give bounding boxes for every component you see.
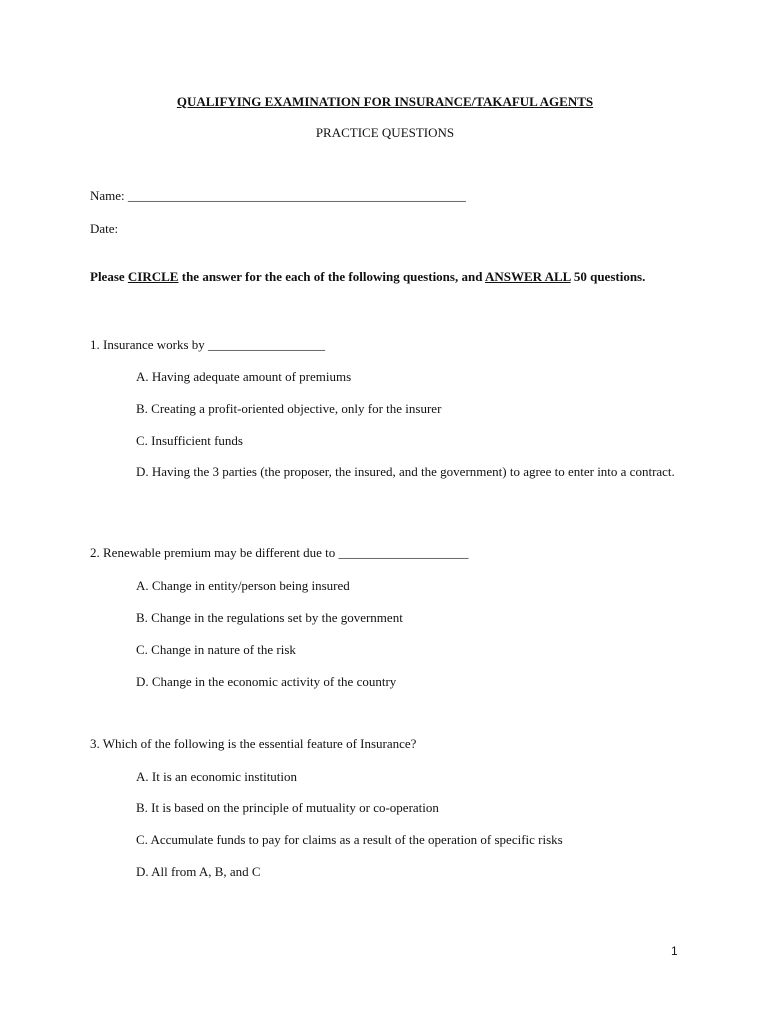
question-1-option-c: C. Insufficient funds — [136, 433, 243, 448]
instructions-part1: Please — [90, 269, 128, 284]
question-2-option-c: C. Change in nature of the risk — [136, 642, 296, 657]
question-1-option-d: D. Having the 3 parties (the proposer, the insured, and the government) to agree to enter into a contract. — [136, 464, 675, 479]
question-2-option-a: A. Change in entity/person being insured — [136, 578, 350, 593]
question-1-option-b: B. Creating a profit-oriented objective, only for the insurer — [136, 401, 442, 416]
question-1-text: 1. Insurance works by __________________ — [90, 337, 326, 352]
name-field-label: Name: ____________________________________________________ — [90, 188, 466, 203]
date-field-label: Date: — [90, 221, 119, 236]
question-2-text: 2. Renewable premium may be different due to ____________________ — [90, 545, 469, 560]
question-3-option-d: D. All from A, B, and C — [136, 864, 261, 879]
instructions-part3: 50 questions. — [570, 269, 646, 284]
document-subtitle: PRACTICE QUESTIONS — [315, 125, 455, 140]
instructions-circle: CIRCLE — [127, 269, 179, 284]
question-3-option-b: B. It is based on the principle of mutuality or co-operation — [136, 800, 439, 815]
document-title: QUALIFYING EXAMINATION FOR INSURANCE/TAKAFUL AGENTS — [176, 94, 594, 109]
question-2-option-b: B. Change in the regulations set by the government — [136, 610, 403, 625]
question-3-option-a: A. It is an economic institution — [136, 769, 298, 784]
question-3-option-c: C. Accumulate funds to pay for claims as a result of the operation of specific risks — [136, 832, 563, 847]
question-1-option-a: A. Having adequate amount of premiums — [136, 369, 352, 384]
instructions-text — [90, 267, 650, 287]
question-2-option-d: D. Change in the economic activity of the country — [136, 674, 397, 689]
question-3-text: 3. Which of the following is the essential feature of Insurance? — [90, 736, 417, 751]
instructions-part2: the answer for the each of the following questions, and — [178, 269, 485, 284]
page-number: 1 — [671, 944, 678, 958]
instructions-answer-all: ANSWER ALL — [484, 269, 571, 284]
